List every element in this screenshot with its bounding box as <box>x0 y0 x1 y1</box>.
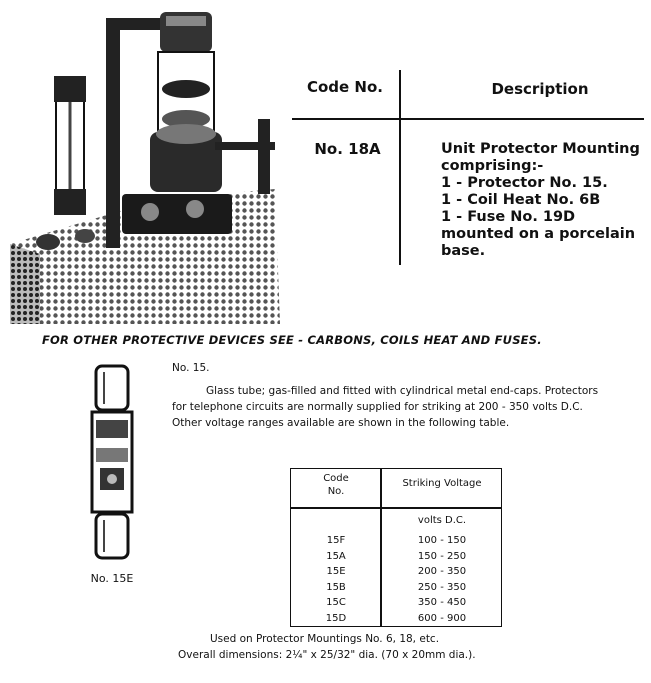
paragraph-line: for telephone circuits are normally supplied for striking at 200 - 350 volts D.C. <box>172 401 583 413</box>
voltage-table-values <box>383 533 501 626</box>
tube-caption: No. 15E <box>90 572 134 585</box>
protector-mounting-photo <box>10 4 290 324</box>
table-header-divider <box>292 118 644 120</box>
description-line: mounted on a porcelain <box>441 226 636 242</box>
voltage-table-column-divider <box>380 468 382 626</box>
table-row-code: 15A <box>326 550 346 562</box>
paragraph-line: Glass tube; gas-filled and fitted with cylindrical metal end-caps. Protectors <box>206 385 599 397</box>
protector-tube-photo <box>82 364 142 564</box>
description-line: comprising:- <box>441 158 544 174</box>
description-line: base. <box>441 243 486 259</box>
description-header: Description <box>491 80 589 98</box>
paragraph-line: Other voltage ranges available are shown in the following table. <box>172 417 510 429</box>
voltage-table-codes <box>292 533 380 626</box>
product-description <box>441 141 646 260</box>
table-row-voltage: 200 - 350 <box>417 566 467 577</box>
see-also-note: FOR OTHER PROTECTIVE DEVICES SEE - CARBONS, COILS HEAT AND FUSES. <box>42 333 542 347</box>
table-row-code: 15E <box>326 566 346 577</box>
description-line: 1 - Fuse No. 19D <box>441 209 576 225</box>
table-row-code: 15B <box>326 581 346 593</box>
table-row-code: 15D <box>325 612 347 624</box>
table-row-code: 15F <box>326 535 346 546</box>
table-row-voltage: 600 - 900 <box>417 612 467 624</box>
dimensions-note: Overall dimensions: 2¼" x 25/32" dia. (70 x 20mm dia.). <box>178 649 476 661</box>
voltage-table-voltage-header: Striking Voltage <box>402 478 482 489</box>
description-line: 1 - Protector No. 15. <box>441 175 608 191</box>
voltage-units: volts D.C. <box>417 515 467 526</box>
table-row-voltage: 100 - 150 <box>417 535 467 546</box>
table-row-voltage: 150 - 250 <box>417 550 467 562</box>
table-column-divider <box>399 70 401 265</box>
voltage-table-header-divider <box>290 507 502 509</box>
table-row-voltage: 350 - 450 <box>417 597 467 608</box>
table-row-code: 15C <box>326 597 346 608</box>
description-line: 1 - Coil Heat No. 6B <box>441 192 601 208</box>
description-line: Unit Protector Mounting <box>441 141 640 157</box>
voltage-table-code-header <box>292 472 380 498</box>
usage-note: Used on Protector Mountings No. 6, 18, etc. <box>210 633 440 645</box>
code-header-line: No. <box>327 486 345 497</box>
code-no-header: Code No. <box>306 78 383 96</box>
code-header-line: Code <box>323 473 349 484</box>
item-number: No. 15. <box>172 362 210 374</box>
table-row-voltage: 250 - 350 <box>417 581 467 593</box>
item-description <box>172 383 642 431</box>
product-code: No. 18A <box>314 140 381 158</box>
